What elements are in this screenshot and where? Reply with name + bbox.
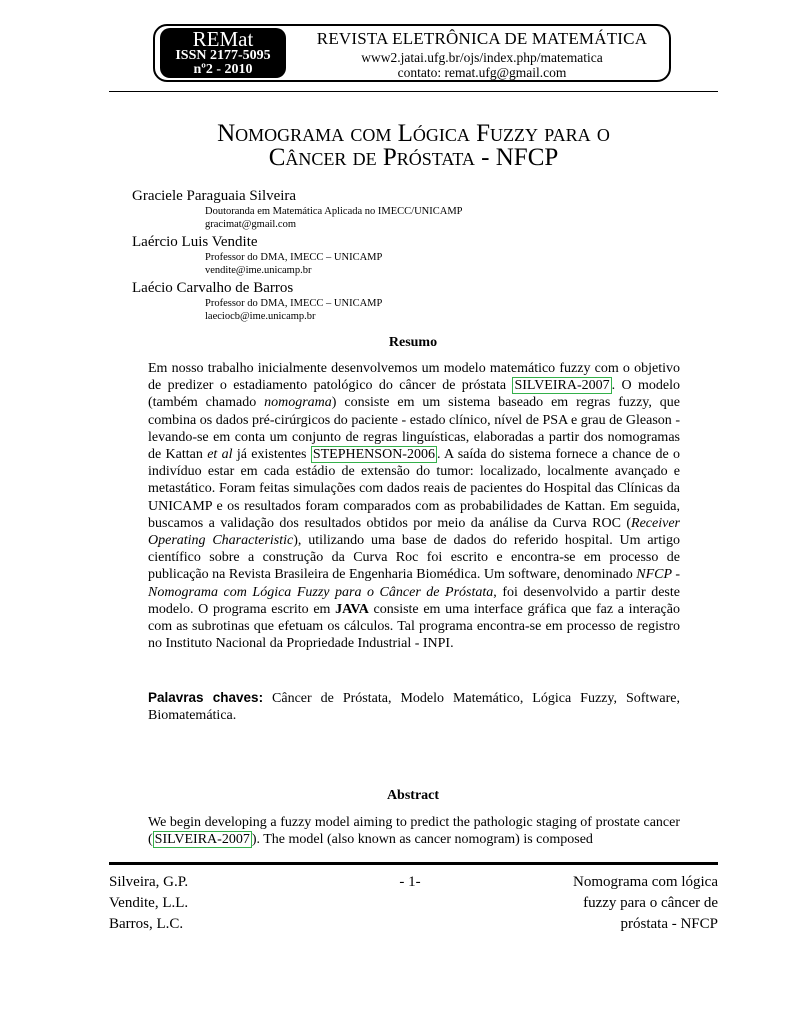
footer-title-line: próstata - NFCP xyxy=(620,916,718,932)
page-number: - 1- xyxy=(399,874,421,890)
abstract-text: ). The model (also known as cancer nomogram) is composed xyxy=(251,832,593,848)
resumo-text: . A saída do sistema fornece a chance de o indivíduo estar em cada estádio de extensão do tumor: localizado, localmente avançado e metastático. Foram feitas simulações com dados reais de pacientes do Hospital das Clínicas da UNICAMP e os resultados foram comparados com as probabilidades de Kattan. Em seguida, buscamos a validação dos resultados obtidos por meio da análise da Curva ROC ( xyxy=(148,447,681,531)
resumo-text: , foi desenvolvido a partir deste modelo. O programa escrito em xyxy=(148,584,680,617)
resumo-strong: JAVA xyxy=(335,601,369,617)
resumo-emphasis: et al xyxy=(207,447,233,463)
footer-author: Barros, L.C. xyxy=(109,916,184,932)
logo-issue: nº2 - 2010 xyxy=(193,62,253,77)
resumo-emphasis: nomograma xyxy=(264,395,332,411)
resumo-text: Em nosso trabalho inicialmente desenvolvemos um modelo matemático fuzzy com o objetivo de predizer o estadiamento patológico do câncer de próstata xyxy=(148,361,680,394)
author-name: Laércio Luis Vendite xyxy=(132,234,258,250)
resumo-emphasis: Receiver Operating Characteristic xyxy=(148,515,680,549)
footer-short-title xyxy=(520,872,718,935)
header-divider xyxy=(109,91,718,92)
citation-link[interactable]: SILVEIRA-2007 xyxy=(514,378,610,394)
keywords-text: Câncer de Próstata, Modelo Matemático, Lógica Fuzzy, Software, Biomatemática. xyxy=(148,691,680,724)
journal-contact[interactable]: contato: remat.ufg@gmail.com xyxy=(397,65,567,80)
author-entry xyxy=(132,234,652,277)
footer-authors xyxy=(109,872,188,935)
author-name: Laécio Carvalho de Barros xyxy=(132,280,294,296)
paper-title-line-2: Câncer de Próstata - NFCP xyxy=(268,144,559,171)
logo-issn: ISSN 2177-5095 xyxy=(175,48,271,63)
paper-title-line-1: Nomograma com Lógica Fuzzy para o xyxy=(217,120,610,147)
resumo-text: consiste em uma interface gráfica que faz a interação com as subrotinas que efetuam os cálculos. Tal programa encontra-se em processo de registro no Instituto Nacional da Propriedade Industrial - INPI. xyxy=(148,601,680,652)
abstract-paragraph xyxy=(148,814,680,848)
citation-link[interactable]: SILVEIRA-2007 xyxy=(154,832,250,848)
resumo-text: . O modelo (também chamado xyxy=(148,378,680,411)
resumo-text: já existentes xyxy=(232,447,311,463)
author-affiliation: Professor do DMA, IMECC – UNICAMP xyxy=(205,298,383,309)
abstract-text: We begin developing a fuzzy model aiming to predict the pathologic staging of prostate cancer ( xyxy=(148,815,680,848)
paper-title xyxy=(109,122,718,170)
citation-link[interactable]: STEPHENSON-2006 xyxy=(312,447,435,463)
author-email[interactable]: laeciocb@ime.unicamp.br xyxy=(205,311,316,322)
author-affiliation: Professor do DMA, IMECC – UNICAMP xyxy=(205,252,383,263)
keywords-paragraph xyxy=(148,689,680,724)
author-list xyxy=(132,188,652,326)
keywords-label: Palavras chaves: xyxy=(148,690,264,705)
author-name: Graciele Paraguaia Silveira xyxy=(132,188,297,204)
footer-divider xyxy=(109,862,718,865)
resumo-paragraph xyxy=(148,360,680,652)
footer-author: Silveira, G.P. xyxy=(109,874,189,890)
footer-author: Vendite, L.L. xyxy=(109,895,189,911)
author-entry xyxy=(132,188,652,231)
logo-title: REMat xyxy=(192,27,254,51)
resumo-text: ), utilizando uma base de dados do referido hospital. Um artigo científico sobre a construção da Curva Roc foi escrito e encontra-se em processo de publicação na Revista Brasileira de Engenharia Biomédica. Um software, denominado xyxy=(148,533,680,583)
resumo-emphasis: NFCP - Nomograma com Lógica Fuzzy para o Câncer de Próstata xyxy=(148,567,680,600)
journal-url[interactable]: www2.jatai.ufg.br/ojs/index.php/matematica xyxy=(361,50,603,65)
footer-title-line: fuzzy para o câncer de xyxy=(583,895,718,911)
footer-title-line: Nomograma com lógica xyxy=(573,874,718,890)
resumo-heading: Resumo xyxy=(388,335,438,350)
author-email[interactable]: gracimat@gmail.com xyxy=(205,219,297,230)
resumo-text: ) consiste em um sistema baseado em regras fuzzy, que combina os dados pré-cirúrgicos do paciente - estado clínico, nível de PSA e grau de Gleason - levando-se em conta um conjunto de regras linguísticas, elaboradas a partir dos nomogramas de Kattan xyxy=(148,395,680,463)
journal-name: REVISTA ELETRÔNICA DE MATEMÁTICA xyxy=(316,29,648,48)
author-entry xyxy=(132,280,652,323)
journal-logo xyxy=(160,28,286,78)
author-affiliation: Doutoranda em Matemática Aplicada no IMECC/UNICAMP xyxy=(205,206,463,217)
author-email[interactable]: vendite@ime.unicamp.br xyxy=(205,265,312,276)
abstract-heading: Abstract xyxy=(386,788,440,803)
